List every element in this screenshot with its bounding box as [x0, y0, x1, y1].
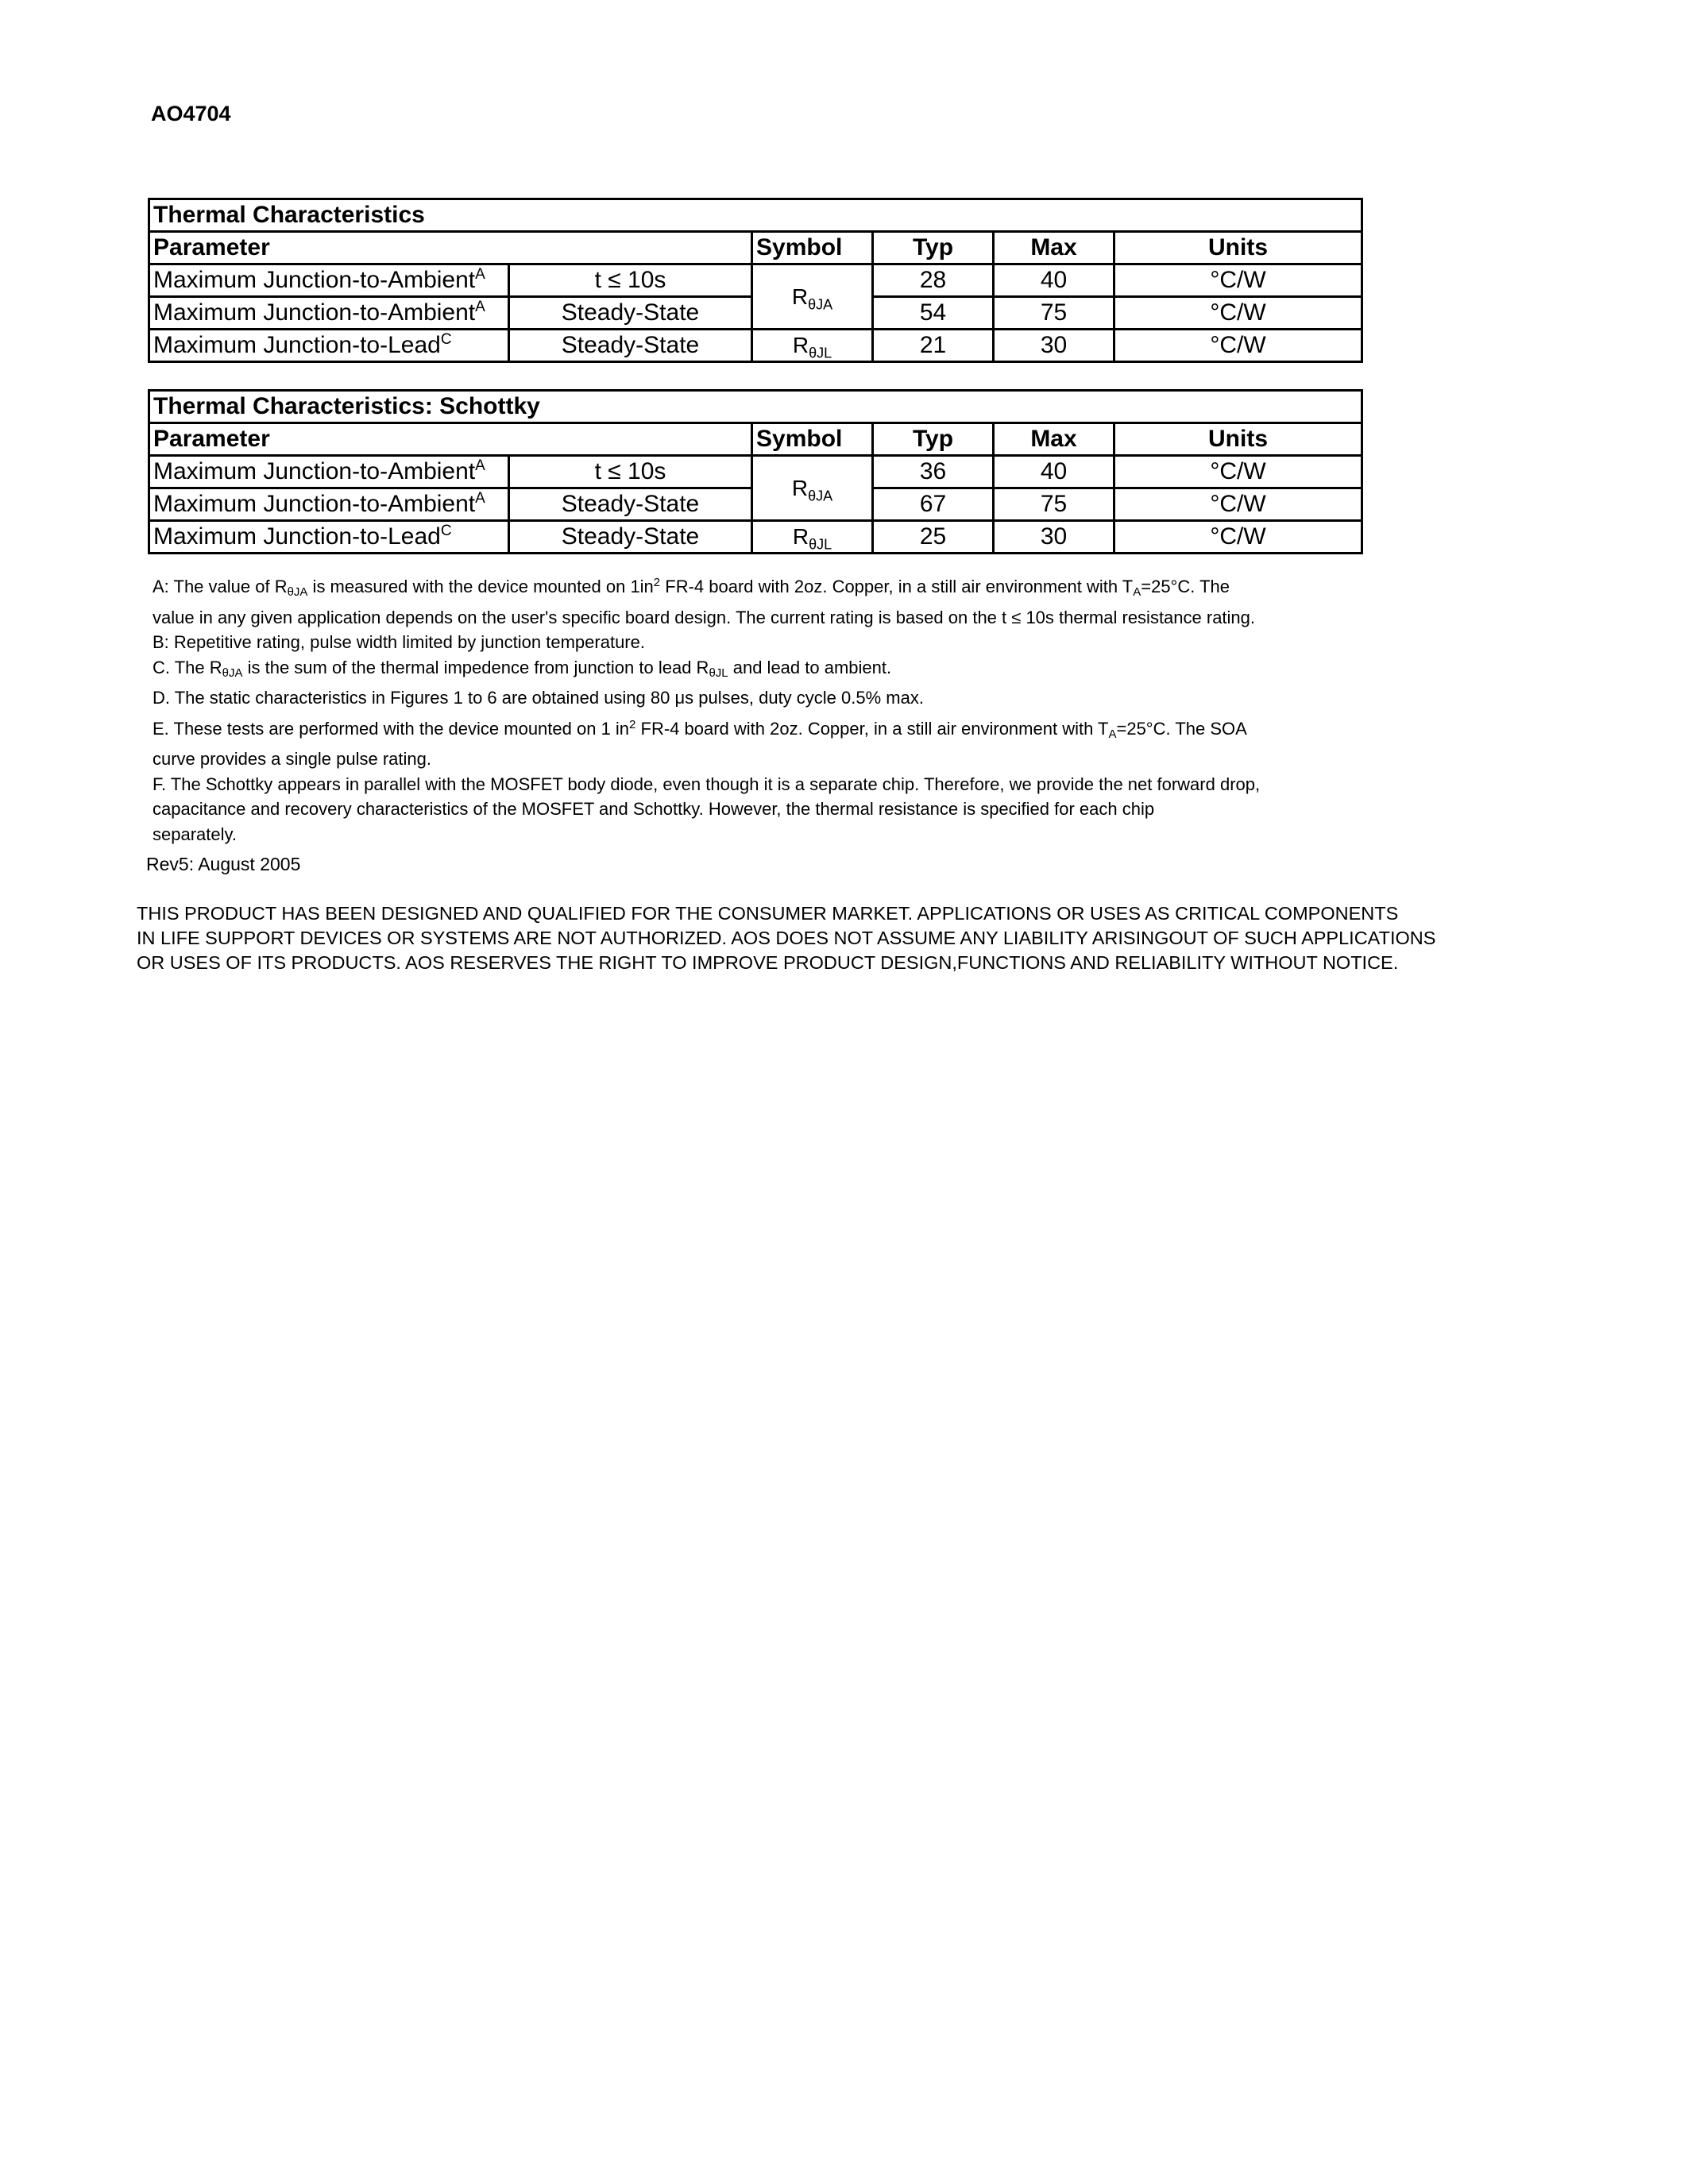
table-row	[149, 456, 1362, 488]
note-text: =25°C. The	[1141, 577, 1230, 596]
note-text: =25°C. The SOA	[1116, 718, 1247, 739]
note-a-line2: value in any given application depends on the user's specific board design. The current rating is based on the t ≤ 10s thermal resistance rating.	[153, 607, 1256, 627]
note-f-line1: F. The Schottky appears in parallel with the MOSFET body diode, even though it is a separate chip. Therefore, we provide the net forward drop,	[153, 774, 1261, 794]
header-typ: Typ	[873, 423, 994, 456]
table-header-row	[149, 232, 1362, 264]
part-number: AO4704	[151, 102, 231, 125]
table-title: Thermal Characteristics: Schottky	[149, 391, 1362, 423]
param-name: Maximum Junction-to-Lead	[153, 523, 441, 550]
param-cell	[149, 456, 509, 488]
note-ref: A	[475, 490, 485, 507]
symbol-cell	[752, 330, 873, 362]
header-units: Units	[1114, 232, 1362, 264]
symbol-sub: θJL	[809, 536, 832, 553]
symbol-sub: θJL	[809, 345, 832, 361]
table-title: Thermal Characteristics	[149, 199, 1362, 232]
note-text: is measured with the device mounted on 1in	[307, 577, 654, 596]
note-f-line3: separately.	[153, 824, 237, 844]
note-ref: A	[475, 299, 485, 315]
table-row	[149, 330, 1362, 362]
max-cell: 40	[994, 264, 1114, 297]
disclaimer	[137, 901, 1503, 975]
condition-cell: Steady-State	[509, 330, 752, 362]
param-cell	[149, 297, 509, 330]
units-cell: °C/W	[1114, 297, 1362, 330]
note-text: A: The value of R	[153, 577, 288, 596]
symbol-base: R	[792, 333, 809, 357]
note-subscript: θJA	[287, 585, 308, 599]
max-cell: 30	[994, 330, 1114, 362]
note-subscript: θJA	[222, 666, 243, 680]
disclaimer-line: OR USES OF ITS PRODUCTS. AOS RESERVES THE RIGHT TO IMPROVE PRODUCT DESIGN,FUNCTIONS AND RELIABILITY WITHOUT NOTICE.	[137, 952, 1399, 973]
table-header-row	[149, 423, 1362, 456]
header-max: Max	[994, 232, 1114, 264]
note-ref: C	[440, 331, 452, 348]
units-cell: °C/W	[1114, 521, 1362, 554]
condition-cell: Steady-State	[509, 488, 752, 521]
condition-cell: t ≤ 10s	[509, 456, 752, 488]
table-row	[149, 521, 1362, 554]
note-subscript: A	[1108, 727, 1117, 741]
note-f-line2: capacitance and recovery characteristics of the MOSFET and Schottky. However, the thermal resistance is specified for each chip	[153, 799, 1155, 819]
param-cell	[149, 488, 509, 521]
param-cell	[149, 264, 509, 297]
max-cell: 30	[994, 521, 1114, 554]
note-superscript: 2	[629, 717, 636, 731]
max-cell: 75	[994, 488, 1114, 521]
note-text: FR-4 board with 2oz. Copper, in a still air environment with T	[660, 577, 1134, 596]
symbol-sub: θJA	[808, 488, 833, 504]
disclaimer-line: IN LIFE SUPPORT DEVICES OR SYSTEMS ARE NOT AUTHORIZED. AOS DOES NOT ASSUME ANY LIABILITY ARISINGOUT OF SUCH APPLICATIONS	[137, 928, 1436, 948]
param-name: Maximum Junction-to-Ambient	[153, 299, 476, 326]
param-cell	[149, 521, 509, 554]
note-e-line1	[153, 712, 1392, 747]
typ-cell: 54	[873, 297, 994, 330]
typ-cell: 28	[873, 264, 994, 297]
note-a-line1	[153, 570, 1392, 605]
units-cell: °C/W	[1114, 264, 1362, 297]
note-subscript: θJL	[709, 666, 728, 680]
units-cell: °C/W	[1114, 330, 1362, 362]
max-cell: 40	[994, 456, 1114, 488]
param-name: Maximum Junction-to-Ambient	[153, 491, 476, 517]
note-text: C. The R	[153, 657, 222, 677]
param-cell	[149, 330, 509, 362]
note-text: FR-4 board with 2oz. Copper, in a still air environment with T	[635, 718, 1109, 739]
header-symbol: Symbol	[752, 423, 873, 456]
param-name: Maximum Junction-to-Ambient	[153, 267, 476, 293]
note-b: B: Repetitive rating, pulse width limited by junction temperature.	[153, 632, 645, 652]
condition-cell: Steady-State	[509, 521, 752, 554]
param-name: Maximum Junction-to-Lead	[153, 332, 441, 358]
note-ref: C	[440, 523, 452, 539]
header-symbol: Symbol	[752, 232, 873, 264]
units-cell: °C/W	[1114, 456, 1362, 488]
symbol-base: R	[791, 475, 809, 500]
units-cell: °C/W	[1114, 488, 1362, 521]
note-subscript: A	[1133, 585, 1141, 599]
header-typ: Typ	[873, 232, 994, 264]
header-parameter: Parameter	[149, 423, 752, 456]
symbol-cell	[752, 456, 873, 521]
typ-cell: 21	[873, 330, 994, 362]
thermal-characteristics-schottky-table	[148, 389, 1363, 554]
max-cell: 75	[994, 297, 1114, 330]
table-title-row	[149, 391, 1362, 423]
revision-label: Rev5: August 2005	[146, 854, 301, 874]
symbol-base: R	[791, 284, 809, 309]
symbol-cell	[752, 264, 873, 330]
disclaimer-line: THIS PRODUCT HAS BEEN DESIGNED AND QUALIFIED FOR THE CONSUMER MARKET. APPLICATIONS OR USES AS CRITICAL COMPONENTS	[137, 903, 1399, 924]
typ-cell: 25	[873, 521, 994, 554]
condition-cell: t ≤ 10s	[509, 264, 752, 297]
footnotes	[153, 570, 1392, 847]
symbol-sub: θJA	[808, 296, 833, 313]
header-units: Units	[1114, 423, 1362, 456]
note-text: E. These tests are performed with the device mounted on 1 in	[153, 718, 630, 739]
note-c	[153, 655, 1392, 686]
note-ref: A	[475, 266, 485, 283]
condition-cell: Steady-State	[509, 297, 752, 330]
note-d: D. The static characteristics in Figures 1 to 6 are obtained using 80 μs pulses, duty cycle 0.5% max.	[153, 688, 924, 708]
table-row	[149, 264, 1362, 297]
symbol-cell	[752, 521, 873, 554]
note-superscript: 2	[653, 576, 661, 589]
typ-cell: 36	[873, 456, 994, 488]
note-ref: A	[475, 457, 485, 474]
typ-cell: 67	[873, 488, 994, 521]
header-parameter: Parameter	[149, 232, 752, 264]
header-max: Max	[994, 423, 1114, 456]
symbol-base: R	[792, 524, 809, 549]
note-text: and lead to ambient.	[728, 657, 892, 677]
note-text: is the sum of the thermal impedence from junction to lead R	[242, 657, 709, 677]
thermal-characteristics-table	[148, 198, 1363, 363]
note-e-line2: curve provides a single pulse rating.	[153, 749, 431, 769]
table-title-row	[149, 199, 1362, 232]
param-name: Maximum Junction-to-Ambient	[153, 458, 476, 484]
